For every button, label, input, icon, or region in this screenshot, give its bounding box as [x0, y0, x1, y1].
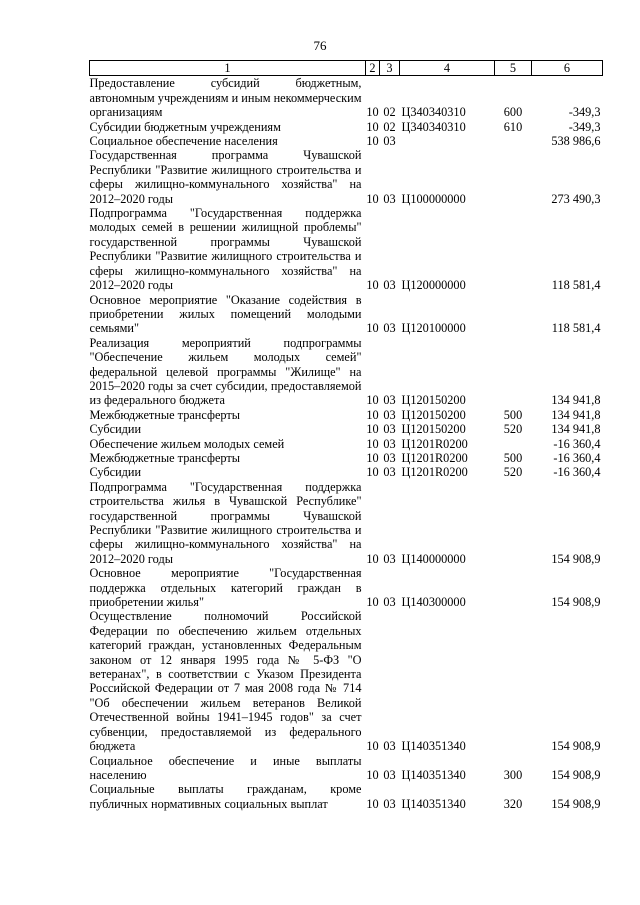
row-target-code: Ц100000000 [401, 191, 466, 206]
column-header: 3 [380, 61, 400, 76]
page-number: 76 [313, 38, 327, 53]
row-name: Субсидии [89, 422, 142, 437]
row-section: 10 [366, 465, 379, 480]
row-section: 10 [366, 191, 379, 206]
table-row [90, 480, 603, 566]
column-header: 2 [366, 61, 380, 76]
row-subsection: 03 [383, 796, 396, 811]
column-header: 6 [532, 61, 603, 76]
row-expense-type [495, 293, 532, 336]
row-target-code: Ц1201R0200 [401, 450, 468, 465]
row-subsection: 03 [383, 407, 396, 422]
row-expense-type: 600 [503, 105, 523, 120]
row-section: 10 [366, 407, 379, 422]
table-row [90, 120, 603, 134]
row-expense-type [495, 437, 532, 451]
row-target-code: Ц140351340 [401, 767, 466, 782]
row-name: Межбюджетные трансферты [89, 450, 241, 465]
row-subsection: 03 [383, 450, 396, 465]
row-expense-type: 520 [503, 422, 523, 437]
row-name: Межбюджетные трансферты [89, 407, 241, 422]
row-section: 10 [366, 767, 379, 782]
row-amount: 134 941,8 [551, 393, 601, 408]
row-target-code: Ц120150200 [401, 422, 466, 437]
row-expense-type [495, 336, 532, 408]
row-section: 10 [366, 739, 379, 754]
table-row [90, 437, 603, 451]
row-expense-type [495, 480, 532, 566]
row-subsection: 03 [383, 393, 396, 408]
row-amount: 154 908,9 [551, 595, 601, 610]
row-name: Социальное обеспечение населения [89, 134, 278, 149]
row-subsection: 03 [383, 465, 396, 480]
row-amount: 134 941,8 [551, 407, 601, 422]
row-amount: 154 908,9 [551, 551, 601, 566]
row-target-code: Ц1201R0200 [401, 465, 468, 480]
table-header [90, 61, 603, 76]
row-subsection: 03 [383, 278, 396, 293]
row-amount: 154 908,9 [551, 739, 601, 754]
row-subsection: 03 [383, 422, 396, 437]
row-subsection: 03 [383, 134, 396, 149]
row-subsection: 03 [383, 739, 396, 754]
table-row [90, 408, 603, 422]
column-header: 5 [495, 61, 532, 76]
row-target-code: Ц340340310 [401, 105, 466, 120]
row-expense-type: 500 [503, 450, 523, 465]
row-amount: 134 941,8 [551, 422, 601, 437]
row-target-code: Ц120100000 [401, 321, 466, 336]
table-row [90, 293, 603, 336]
table-row [90, 465, 603, 479]
row-section: 10 [366, 450, 379, 465]
row-section: 10 [366, 422, 379, 437]
row-amount: 538 986,6 [551, 134, 601, 149]
row-target-code [400, 134, 495, 148]
row-amount: -349,3 [568, 119, 601, 134]
row-name: Реализация мероприятий подпрограммы "Обеспечение жильем молодых семей" федеральной целевой программы "Жилище" на 2015–2020 годы за счет субсидии, предоставляемой из федерального бюджета [89, 335, 362, 408]
table-row [90, 609, 603, 753]
row-expense-type: 610 [503, 119, 523, 134]
row-amount: 273 490,3 [551, 191, 601, 206]
row-target-code: Ц140300000 [401, 595, 466, 610]
row-section: 10 [366, 321, 379, 336]
row-amount: -16 360,4 [553, 450, 601, 465]
row-amount: 118 581,4 [551, 278, 601, 293]
row-name: Осуществление полномочий Российской Федерации по обеспечению жильем отдельных категорий граждан, установленных Федеральным законом от 12 января 1995 года № 5-ФЗ "О ветеранах", в соответствии с Указом Президента Российской Федерации от 7 мая 2008 года № 714 "Об обеспечении жильем ветеранов Великой Отечественной войны 1941–1945 годов" за счет субвенции, предоставляемой из федерального бюджета [89, 609, 362, 754]
row-target-code: Ц1201R0200 [401, 436, 468, 451]
row-name: Субсидии бюджетным учреждениям [89, 119, 281, 134]
row-name: Субсидии [89, 465, 142, 480]
row-expense-type [495, 609, 532, 753]
row-name: Подпрограмма "Государственная поддержка молодых семей в решении жилищной проблемы" государственной программы Чувашской Республики "Развитие жилищного строительства и сферы жилищно-коммунального хозяйства" на 2012–2020 годы [89, 206, 362, 293]
row-name: Предоставление субсидий бюджетным, автономным учреждениям и иным некоммерческим организациям [89, 76, 362, 120]
row-amount: -349,3 [568, 105, 601, 120]
row-expense-type [495, 148, 532, 206]
row-section: 10 [366, 796, 379, 811]
row-name: Подпрограмма "Государственная поддержка строительства жилья в Чувашской Республике" государственной программы Чувашской Республики "Развитие жилищного строительства и сферы жилищно-коммунального хозяйства" на 2012–2020 годы [89, 479, 362, 566]
table-row [90, 206, 603, 292]
row-section: 10 [366, 551, 379, 566]
row-section: 10 [366, 595, 379, 610]
row-name: Социальное обеспечение и иные выплаты населению [89, 753, 362, 782]
row-section: 10 [366, 278, 379, 293]
row-subsection: 03 [383, 595, 396, 610]
row-name: Обеспечение жильем молодых семей [89, 436, 285, 451]
column-header: 1 [90, 61, 366, 76]
row-expense-type [495, 134, 532, 148]
row-target-code: Ц140351340 [401, 739, 466, 754]
row-amount: -16 360,4 [553, 465, 601, 480]
row-section: 10 [366, 119, 379, 134]
row-subsection: 03 [383, 321, 396, 336]
table-row [90, 76, 603, 120]
row-expense-type: 520 [503, 465, 523, 480]
table-row [90, 451, 603, 465]
row-amount: 154 908,9 [551, 767, 601, 782]
row-section: 10 [366, 134, 379, 149]
row-expense-type: 320 [503, 796, 523, 811]
row-subsection: 03 [383, 436, 396, 451]
row-expense-type: 300 [503, 767, 523, 782]
row-name: Социальные выплаты гражданам, кроме публичных нормативных социальных выплат [89, 782, 362, 811]
row-amount: 118 581,4 [551, 321, 601, 336]
row-section: 10 [366, 436, 379, 451]
row-amount: 154 908,9 [551, 796, 601, 811]
table-row [90, 422, 603, 436]
row-expense-type [495, 206, 532, 292]
table-row [90, 782, 603, 811]
row-target-code: Ц120150200 [401, 393, 466, 408]
row-amount: -16 360,4 [553, 436, 601, 451]
row-subsection: 02 [383, 119, 396, 134]
row-target-code: Ц140351340 [401, 796, 466, 811]
row-name: Основное мероприятие "Оказание содействия в приобретении жилых помещений молодыми семьями" [89, 292, 362, 336]
row-name: Основное мероприятие "Государственная поддержка отдельных категорий граждан в приобретении жилья" [89, 566, 362, 610]
table-row [90, 754, 603, 783]
row-target-code: Ц120000000 [401, 278, 466, 293]
row-target-code: Ц120150200 [401, 407, 466, 422]
row-subsection: 02 [383, 105, 396, 120]
row-section: 10 [366, 105, 379, 120]
row-expense-type [495, 566, 532, 609]
row-subsection: 03 [383, 551, 396, 566]
row-subsection: 03 [383, 767, 396, 782]
row-name: Государственная программа Чувашской Республики "Развитие жилищного строительства и сферы жилищно-коммунального хозяйства" на 2012–2020 годы [89, 148, 362, 206]
row-expense-type: 500 [503, 407, 523, 422]
table-row [90, 566, 603, 609]
table-row [90, 134, 603, 148]
row-target-code: Ц140000000 [401, 551, 466, 566]
table-row [90, 336, 603, 408]
column-header: 4 [400, 61, 495, 76]
table-body [90, 76, 603, 811]
budget-table [89, 60, 603, 811]
row-section: 10 [366, 393, 379, 408]
row-subsection: 03 [383, 191, 396, 206]
row-target-code: Ц340340310 [401, 119, 466, 134]
table-row [90, 148, 603, 206]
